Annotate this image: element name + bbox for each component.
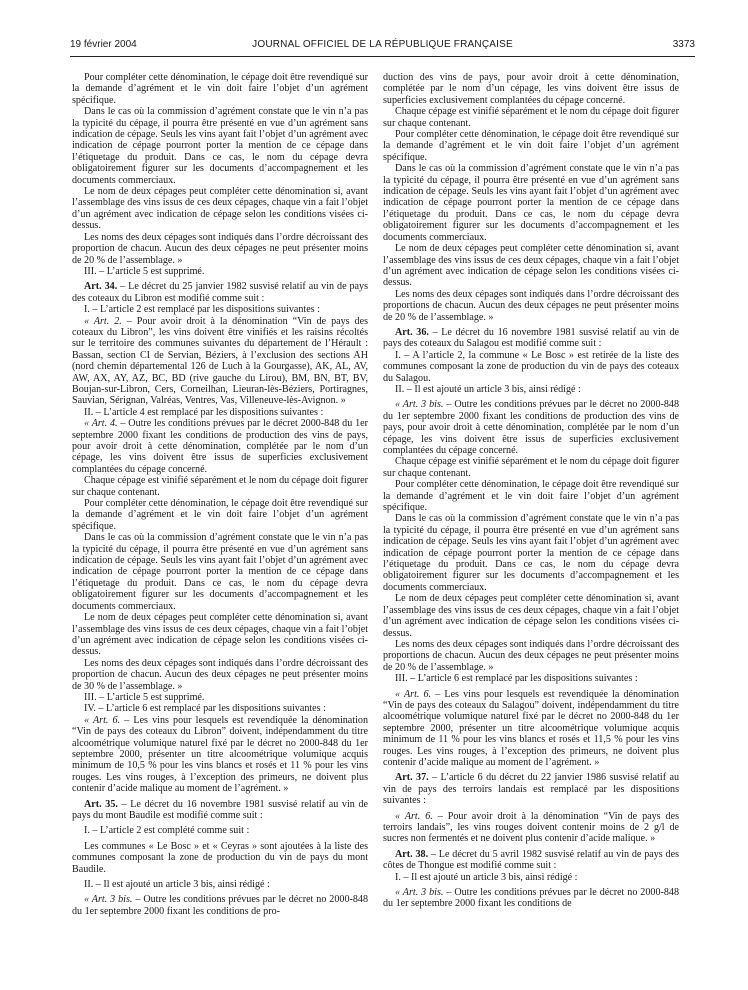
paragraph xyxy=(72,266,368,277)
paragraph-text: II. – Il est ajouté un article 3 bis, ainsi rédigé : xyxy=(84,879,270,891)
article-number: Art. 36. xyxy=(395,326,429,338)
paragraph xyxy=(383,350,679,384)
left-text-column xyxy=(72,72,368,984)
paragraph xyxy=(72,498,368,532)
page-number: 3373 xyxy=(672,39,695,50)
paragraph xyxy=(383,129,679,163)
paragraph-text: Le nom de deux cépages peut compléter cette dénomination si, avant l’assemblage des vins issus de ces deux cépages, chaque vin a fait l’objet d’un agrément avec indication de cépage selon les conditions visées ci-dessus. xyxy=(72,612,368,658)
paragraph-text: duction des vins de pays, pour avoir droit à cette dénomination, complétée par le nom d’un cépage, les vins doivent être issus de superficies exclusivement complantées du cépage concerné. xyxy=(383,72,679,106)
paragraph xyxy=(383,399,679,456)
paragraph-text: IV. – L’article 6 est remplacé par les dispositions suivantes : xyxy=(84,703,326,715)
paragraph xyxy=(383,673,679,684)
paragraph-text: – Le décret du 16 novembre 1981 susvisé relatif au vin de pays du mont Baudile est modifié comme suit : xyxy=(72,798,368,821)
paragraph-text: Pour compléter cette dénomination, le cépage doit être revendiqué sur la demande d’agrément et le vin doit faire l’objet d’un agrément spécifique. xyxy=(72,498,368,532)
quoted-article-label: « Art. 6. xyxy=(395,688,432,700)
paragraph xyxy=(383,384,679,395)
quoted-article-label: « Art. 4. xyxy=(84,418,118,430)
paragraph-text: – Outre les conditions prévues par le décret no 2000-848 du 1er septembre 2000 fixant les conditions de production des vins de pays, pour avoir droit à cette dénomination, complétée par le nom d’un cépage, les vins doivent être issus de superficies exclusivement complantées du cépage concerné. xyxy=(383,399,679,456)
paragraph-text: Les noms des deux cépages sont indiqués dans l’ordre décroissant des proportions de chacun. Aucun des deux cépages ne peut présenter moins de 20 % de l’assemblage. » xyxy=(383,638,679,673)
paragraph-text: – Outre les conditions prévues par le décret 2000-848 du 1er septembre 2000 fixant les conditions de production des vins de pays, pour avoir droit à cette dénomination, complétée par le nom d’un cépage, les vins doivent être issus de superficies exclusivement complantées du cépage concerné. xyxy=(72,418,368,475)
paragraph xyxy=(383,163,679,243)
paragraph-text: II. – Il est ajouté un article 3 bis, ainsi rédigé : xyxy=(395,383,581,395)
paragraph xyxy=(383,243,679,289)
article-number: Art. 35. xyxy=(84,798,118,810)
paragraph-text: – Le décret du 16 novembre 1981 susvisé relatif au vin de pays des coteaux du Salagou est modifié comme suit : xyxy=(383,326,679,350)
paragraph xyxy=(72,281,368,304)
paragraph xyxy=(72,418,368,475)
paragraph xyxy=(72,232,368,266)
paragraph-text: Dans le cas où la commission d’agrément constate que le vin n’a pas la typicité du cépage, il pourra être présenté en vue d’un agrément sans indication de cépage. Seuls les vins ayant fait l’objet d’un agrément avec indication de cépage pourront porter la mention de ce cépage dans l’étiquetage du produit. Dans ce cas, le nom du cépage devra obligatoirement figurer sur les documents d’accompagnement et les documents commerciaux. xyxy=(72,532,368,612)
paragraph xyxy=(383,887,679,910)
quoted-article-label: « Art. 2. xyxy=(84,315,122,327)
paragraph-text: Chaque cépage est vinifié séparément et le nom du cépage doit figurer sur chaque contenant. xyxy=(72,475,368,498)
paragraph-text: Pour compléter cette dénomination, le cépage doit être revendiqué sur la demande d’agrément et le vin doit faire l’objet d’un agrément spécifique. xyxy=(383,129,679,163)
paragraph-text: Dans le cas où la commission d’agrément constate que le vin n’a pas la typicité du cépage, il pourra être présenté en vue d’un agrément sans indication de cépage. Seuls les vins ayant fait l’objet d’un agrément avec indication de cépage pourront porter la mention de ce cépage dans l’étiquetage du produit. Dans ce cas, le nom du cépage devra obligatoirement figurer sur les documents d’accompagnement et les documents commerciaux. xyxy=(72,106,368,186)
paragraph-text: Le nom de deux cépages peut compléter cette dénomination si, avant l’assemblage des vins issus de ces deux cépages, chaque vin a fait l’objet d’un agrément avec indication de cépage selon les conditions visées ci-dessus. xyxy=(72,186,368,232)
paragraph-text: Pour compléter cette dénomination, le cépage doit être revendiqué sur la demande d’agrément et le vin doit faire l’objet d’un agrément spécifique. xyxy=(72,72,368,106)
paragraph xyxy=(383,689,679,769)
paragraph xyxy=(72,894,368,917)
paragraph xyxy=(72,612,368,658)
paragraph xyxy=(72,316,368,407)
quoted-article-label: « Art. 3 bis. xyxy=(84,894,133,906)
paragraph-text: Les noms des deux cépages sont indiqués dans l’ordre décroissant des proportions de chacun. Aucun des deux cépages ne peut présenter moins de 20 % de l’assemblage. » xyxy=(383,288,679,323)
paragraph-text: – Pour avoir droit à la dénomination “Vin de pays des coteaux du Libron”, les vins doivent être vinifiés et les raisins récoltés sur le territoire des communes suivantes du département de l’Hérault : Bassan, section CI de Servian, Béziers, à l’exclusion des sections AH (nord chemin départemental 126 de Luch à la Gourgasse), AK, AL, AV, AW, AX, AY, AZ, BC, BD (rive gauche du Lirou), BM, BN, BT, BV, Boujan-sur-Libron, Cers, Corneilhan, Lieuran-lès-Béziers, Portiragnes, Sauvian, Sérignan, Valréas, Ventres, Vas, Villeneuve-lès-Avignon. » xyxy=(72,315,368,407)
paragraph xyxy=(383,593,679,639)
paragraph-text: I. – L’article 2 est remplacé par les dispositions suivantes : xyxy=(84,304,320,316)
paragraph-text: Le nom de deux cépages peut compléter cette dénomination si, avant l’assemblage des vins issus de ces deux cépages, chaque vin a fait l’objet d’un agrément avec indication de cépage selon les conditions visées ci-dessus. xyxy=(383,593,679,639)
quoted-article-label: « Art. 3 bis. xyxy=(395,399,444,411)
article-number: Art. 38. xyxy=(395,848,429,860)
article-number: Art. 37. xyxy=(395,772,429,784)
paragraph xyxy=(383,456,679,479)
paragraph xyxy=(383,106,679,129)
quoted-article-label: « Art. 6. xyxy=(395,810,433,822)
paragraph xyxy=(383,772,679,806)
paragraph-text: – Pour avoir droit à la dénomination “Vin de pays des terroirs landais”, les vins rouges doivent contenir moins de 2 g/l de sucres non fermentés et ne doivent plus contenir d’acide malique. » xyxy=(383,810,679,845)
paragraph xyxy=(72,532,368,612)
paragraph xyxy=(383,289,679,323)
paragraph xyxy=(72,703,368,714)
page-header xyxy=(70,37,695,53)
right-text-column xyxy=(383,72,679,984)
paragraph xyxy=(72,841,368,875)
paragraph xyxy=(72,407,368,418)
paragraph xyxy=(72,658,368,692)
paragraph-text: Pour compléter cette dénomination, le cépage doit être revendiqué sur la demande d’agrément et le vin doit faire l’objet d’un agrément spécifique. xyxy=(383,479,679,514)
paragraph-text: I. – Il est ajouté un article 3 bis, ainsi rédigé : xyxy=(395,871,578,883)
paragraph xyxy=(72,799,368,822)
paragraph-text: Les noms des deux cépages sont indiqués dans l’ordre décroissant des proportion de chacun. Aucun des deux cépages ne peut présenter moins de 30 % de l’assemblage. » xyxy=(72,657,368,692)
paragraph xyxy=(383,327,679,350)
paragraph-text: Chaque cépage est vinifié séparément et le nom du cépage doit figurer sur chaque contenant. xyxy=(383,106,679,129)
paragraph xyxy=(72,106,368,186)
paragraph-text: I. – A l’article 2, la commune « Le Bosc » est retirée de la liste des communes composant la zone de production du vin de pays des coteaux du Salagou. xyxy=(383,349,679,384)
paragraph-text: – Outre les conditions prévues par le décret no 2000-848 du 1er septembre 2000 fixant les conditions de xyxy=(383,887,679,910)
paragraph xyxy=(72,692,368,703)
paragraph-text: – Les vins pour lesquels est revendiquée la dénomination “Vin de pays des coteaux du Salagou” doivent, indépendamment du titre alcoométrique volumique naturel fixé par le décret no 2000-848 du 1er septembre 2000, présenter un titre alcoométrique volumique acquis minimum de 11 % pour les vins blancs et rosés et 11,5 % pour les vins rouges. Les vins rouges, à l’exception des primeurs, ne doivent plus contenir d’acide malique au moment de l’agrément. » xyxy=(383,688,679,768)
paragraph xyxy=(72,475,368,498)
paragraph-text: III. – L’article 5 est supprimé. xyxy=(84,691,205,703)
paragraph xyxy=(383,72,679,106)
paragraph-text: I. – L’article 2 est complété comme suit : xyxy=(84,825,250,837)
paragraph-text: – Le décret du 25 janvier 1982 susvisé relatif au vin de pays des coteaux du Libron est modifié comme suit : xyxy=(72,281,368,304)
paragraph-text: – L’article 6 du décret du 22 janvier 1986 susvisé relatif au vin de pays des terroirs landais est remplacé par les dispositions suivantes : xyxy=(383,772,679,807)
paragraph xyxy=(383,513,679,593)
paragraph xyxy=(72,879,368,890)
paragraph xyxy=(383,811,679,845)
paragraph xyxy=(72,715,368,795)
paragraph xyxy=(72,825,368,836)
header-rule xyxy=(70,56,695,57)
paragraph-text: III. – L’article 5 est supprimé. xyxy=(84,265,205,277)
paragraph-text: – Le décret du 5 avril 1982 susvisé relatif au vin de pays des côtes de Thongue est modifié comme suit : xyxy=(383,848,679,872)
quoted-article-label: « Art. 6. xyxy=(84,714,121,726)
paragraph xyxy=(383,872,679,883)
paragraph-text: Dans le cas où la commission d’agrément constate que le vin n’a pas la typicité du cépage, il pourra être présenté en vue d’un agrément sans indication de cépage. Seuls les vins ayant fait l’objet d’un agrément avec indication de cépage pourront porter la mention de ce cépage dans l’étiquetage du produit. Dans ce cas, le nom du cépage devra obligatoirement figurer sur les documents d’accompagnement et les documents commerciaux. xyxy=(383,163,679,243)
paragraph-text: Le nom de deux cépages peut compléter cette dénomination si, avant l’assemblage des vins issus de ces deux cépages, chaque vin a fait l’objet d’un agrément avec indication de cépage selon les conditions visées ci-dessus. xyxy=(383,243,679,289)
publication-date: 19 février 2004 xyxy=(70,39,137,50)
paragraph xyxy=(72,72,368,106)
paragraph-text: Les communes « Le Bosc » et « Ceyras » sont ajoutées à la liste des communes composant la zone de production du vin de pays du mont Baudile. xyxy=(72,840,368,875)
paragraph xyxy=(72,186,368,232)
paragraph xyxy=(383,479,679,513)
paragraph-text: – Outre les conditions prévues par le décret no 2000-848 du 1er septembre 2000 fixant les conditions de pro- xyxy=(72,894,368,917)
journal-title: JOURNAL OFFICIEL DE LA RÉPUBLIQUE FRANÇAISE xyxy=(252,39,513,50)
quoted-article-label: « Art. 3 bis. xyxy=(395,887,444,899)
paragraph-text: III. – L’article 6 est remplacé par les dispositions suivantes : xyxy=(395,673,638,685)
paragraph xyxy=(383,639,679,673)
paragraph-text: – Les vins pour lesquels est revendiquée la dénomination “Vin de pays des coteaux du Libron” doivent, indépendamment du titre alcoométrique volumique naturel fixé par le décret no 2000-848 du 1er septembre 2000, présenter un titre alcoométrique volumique acquis minimum de 10,5 % pour les vins blancs et rosés et 11 % pour les vins rouges. Les vins rouges, à l’exception des primeurs, ne doivent plus contenir d’acide malique au moment de l’agrément. » xyxy=(72,714,368,795)
paragraph-text: Dans le cas où la commission d’agrément constate que le vin n’a pas la typicité du cépage, il pourra être présenté en vue d’un agrément sans indication de cépage. Seuls les vins ayant fait l’objet d’un agrément avec indication de cépage pourront porter la mention de ce cépage dans l’étiquetage du produit. Dans ce cas, le nom du cépage devra obligatoirement figurer sur les documents d’accompagnement et les documents commerciaux. xyxy=(383,513,679,593)
paragraph-text: Chaque cépage est vinifié séparément et le nom du cépage doit figurer sur chaque contenant. xyxy=(383,456,679,479)
paragraph-text: II. – L’article 4 est remplacé par les dispositions suivantes : xyxy=(84,406,324,418)
paragraph xyxy=(383,849,679,872)
paragraph-text: Les noms des deux cépages sont indiqués dans l’ordre décroissant des proportion de chacun. Aucun des deux cépages ne peut présenter moins de 20 % de l’assemblage. » xyxy=(72,231,368,266)
article-number: Art. 34. xyxy=(84,281,118,293)
paragraph xyxy=(72,304,368,315)
